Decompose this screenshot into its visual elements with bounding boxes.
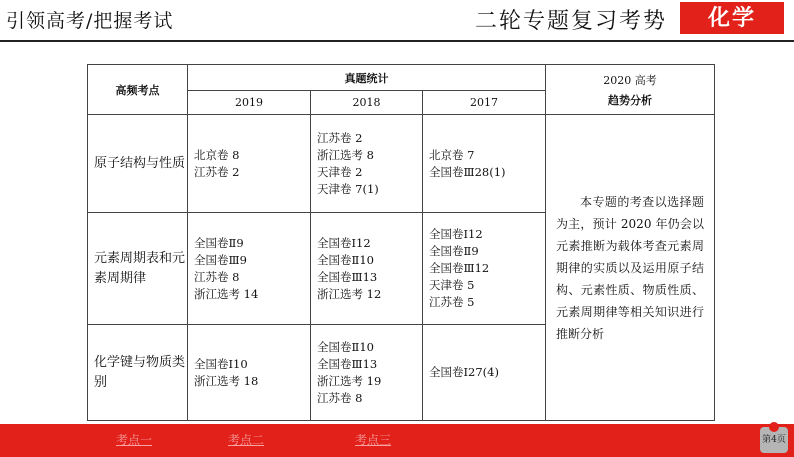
list-item: 浙江选考 8: [317, 147, 374, 162]
nav-link-topic-2[interactable]: 考点二: [228, 433, 265, 447]
list-item: 全国卷Ⅲ28(1): [429, 164, 506, 179]
list-item: 江苏卷 8: [317, 390, 363, 405]
topic-header: 高频考点: [88, 65, 188, 115]
list-item: 江苏卷 5: [429, 295, 475, 309]
trend-analysis-text: 本专题的考查以选择题为主，预计 2020 年仍会以元素推断为载体考查元素周期律的实质以及运用原子结构、元素性质、物质性质、元素周期律等相关知识进行推断分析: [546, 115, 715, 421]
list-item: 江苏卷 2: [194, 164, 240, 179]
list-item: 浙江选考 18: [194, 373, 259, 388]
list-item: 全国卷Ⅲ12: [429, 261, 490, 275]
table-row: [88, 115, 715, 213]
cell-2019: [188, 325, 311, 421]
page-number-badge[interactable]: [760, 427, 788, 453]
cell-2017: [423, 325, 546, 421]
header-title-left: 引领高考/把握考试: [6, 10, 174, 32]
cell-2019: [188, 115, 311, 213]
cell-2018: [311, 325, 423, 421]
list-item: 全国卷Ⅰ12: [429, 227, 483, 241]
trend-header: [546, 65, 715, 115]
exam-statistics-table: [87, 64, 715, 421]
trend-header-label: 趋势分析: [608, 93, 652, 107]
list-item: 全国卷Ⅱ9: [429, 244, 479, 258]
stats-header: 真题统计: [188, 65, 546, 91]
trend-header-year: 2020 高考: [603, 73, 657, 87]
cell-2019: [188, 213, 311, 325]
year-2018-header: 2018: [311, 91, 423, 115]
page-dot-icon: [769, 422, 779, 432]
topic-cell: 原子结构与性质: [88, 115, 188, 213]
subject-badge: 化学: [680, 2, 784, 34]
list-item: 天津卷 2: [317, 164, 363, 179]
list-item: 全国卷Ⅰ12: [317, 235, 371, 250]
list-item: 天津卷 7(1): [317, 181, 379, 196]
list-item: 北京卷 8: [194, 147, 240, 162]
page-number: 第4页: [762, 435, 786, 445]
list-item: 江苏卷 2: [317, 130, 363, 145]
list-item: 全国卷Ⅰ27(4): [429, 365, 499, 379]
list-item: 全国卷Ⅱ10: [317, 252, 374, 267]
nav-link-topic-1[interactable]: 考点一: [116, 433, 153, 447]
list-item: 浙江选考 12: [317, 286, 382, 301]
list-item: 江苏卷 8: [194, 269, 240, 284]
cell-2018: [311, 213, 423, 325]
header-title-right: 二轮专题复习考势: [475, 9, 668, 34]
list-item: 浙江选考 14: [194, 286, 259, 301]
topic-cell: 化学键与物质类别: [88, 325, 188, 421]
cell-2018: [311, 115, 423, 213]
header-divider: [0, 40, 794, 42]
year-2017-header: 2017: [423, 91, 546, 115]
list-item: 全国卷Ⅲ13: [317, 356, 378, 371]
list-item: 天津卷 5: [429, 278, 475, 292]
list-item: 全国卷Ⅲ13: [317, 269, 378, 284]
list-item: 全国卷Ⅱ9: [194, 235, 244, 250]
cell-2017: [423, 115, 546, 213]
year-2019-header: 2019: [188, 91, 311, 115]
topic-cell: 元素周期表和元素周期律: [88, 213, 188, 325]
list-item: 全国卷Ⅲ9: [194, 252, 247, 267]
nav-link-topic-3[interactable]: 考点三: [355, 433, 392, 447]
list-item: 浙江选考 19: [317, 373, 382, 388]
list-item: 全国卷Ⅱ10: [317, 339, 374, 354]
cell-2017: [423, 213, 546, 325]
list-item: 全国卷Ⅰ10: [194, 356, 248, 371]
list-item: 北京卷 7: [429, 147, 475, 162]
